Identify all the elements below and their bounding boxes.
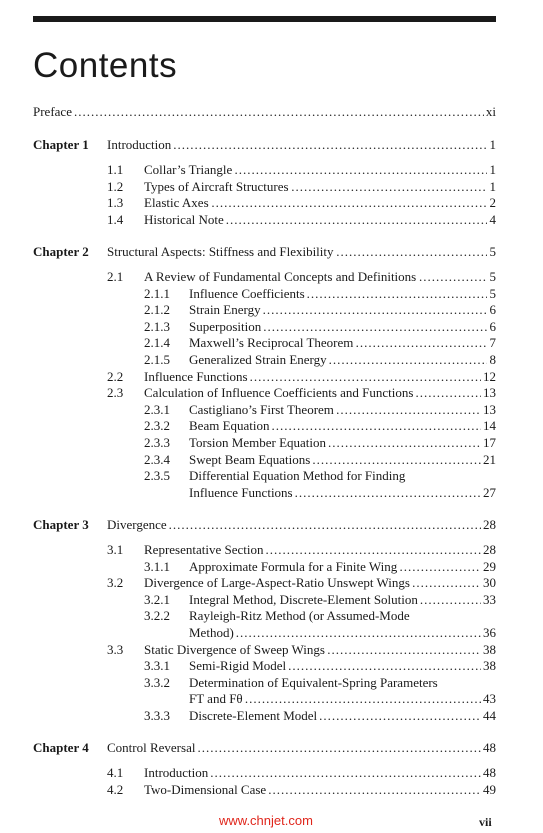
dot-leader <box>197 740 481 756</box>
dot-leader <box>295 485 481 501</box>
page-ref: 29 <box>483 558 496 574</box>
section-number: 3.2 <box>107 575 124 591</box>
dot-leader <box>419 269 488 285</box>
toc-entry-section <box>0 435 496 451</box>
toc-entry-section <box>0 286 496 302</box>
section-number: 3.3.2 <box>144 674 170 690</box>
dot-leader <box>329 352 488 368</box>
toc-entry-section <box>0 162 496 178</box>
page-ref: 30 <box>483 575 496 591</box>
section-title: Strain Energy <box>189 302 261 318</box>
section-title: Determination of Equivalent-Spring Parameters <box>189 674 438 690</box>
section-title-continued: Influence Functions <box>189 484 293 500</box>
chapter-label: Chapter 4 <box>33 740 89 755</box>
toc-entry-section <box>0 658 496 674</box>
toc-entry-section <box>0 212 496 228</box>
section-number: 1.3 <box>107 195 124 211</box>
section-number: 2.2 <box>107 368 124 384</box>
page-ref: 38 <box>483 641 496 657</box>
dot-leader <box>307 286 488 302</box>
section-number: 1.4 <box>107 211 124 227</box>
dot-leader <box>412 575 481 591</box>
toc-entry-section <box>0 608 496 624</box>
section-number: 3.3 <box>107 641 124 657</box>
section-title: Torsion Member Equation <box>189 435 327 450</box>
section-title: Integral Method, Discrete-Element Solution <box>189 591 418 607</box>
dot-leader <box>319 708 481 724</box>
section-number: 1.1 <box>107 162 124 177</box>
dot-leader <box>291 179 487 195</box>
section-title: Maxwell’s Reciprocal Theorem <box>189 335 354 351</box>
toc-entry-section <box>0 452 496 468</box>
dot-leader <box>327 642 481 658</box>
toc-entry-section <box>0 302 496 318</box>
page-ref: 43 <box>483 691 496 707</box>
toc-entry-section <box>0 468 496 484</box>
dot-leader <box>263 319 487 335</box>
toc-entry-section <box>0 642 496 658</box>
section-number: 2.3.1 <box>144 401 170 417</box>
toc-entry-section <box>0 592 496 608</box>
toc-entry-section-cont <box>0 691 496 707</box>
section-title: Representative Section <box>144 542 264 557</box>
section-title: Collar’s Triangle <box>144 162 233 177</box>
dot-leader <box>74 104 484 120</box>
toc-entry-chapter <box>0 517 496 533</box>
section-title: Elastic Axes <box>144 195 209 211</box>
dot-leader <box>234 162 487 178</box>
toc-entry-section <box>0 418 496 434</box>
toc-entry-section <box>0 369 496 385</box>
page-ref: 12 <box>483 368 496 384</box>
section-title: Calculation of Influence Coefficients and Functions <box>144 385 414 401</box>
dot-leader <box>328 435 481 451</box>
section-title: Historical Note <box>144 211 224 227</box>
dot-leader <box>236 625 481 641</box>
dot-leader <box>226 212 488 228</box>
dot-leader <box>210 765 481 781</box>
watermark-url: www.chnjet.com <box>219 813 313 828</box>
page-ref: 6 <box>489 318 496 334</box>
chapter-title: Introduction <box>107 137 172 152</box>
section-title: Divergence of Large-Aspect-Ratio Unswept Wings <box>144 575 410 591</box>
toc-entry-section <box>0 195 496 211</box>
section-title: Rayleigh-Ritz Method (or Assumed-Mode <box>189 608 410 624</box>
section-number: 3.2.1 <box>144 591 170 607</box>
top-rule <box>33 16 496 22</box>
dot-leader <box>400 559 481 575</box>
chapter-title: Control Reversal <box>107 740 196 755</box>
section-title: Influence Functions <box>144 368 248 384</box>
chapter-title: Structural Aspects: Stiffness and Flexibility <box>107 244 334 259</box>
dot-leader <box>312 452 481 468</box>
dot-leader <box>420 592 481 608</box>
toc-entry-section <box>0 542 496 558</box>
section-number: 4.1 <box>107 765 124 780</box>
toc-entry-section <box>0 335 496 351</box>
page-ref: 44 <box>483 708 496 723</box>
section-title: Discrete-Element Model <box>189 708 318 723</box>
dot-leader <box>356 335 488 351</box>
toc-entry-section <box>0 385 496 401</box>
dot-leader <box>268 782 481 798</box>
page-ref: 48 <box>483 765 496 780</box>
page-ref: 38 <box>483 658 496 674</box>
toc-entry-section <box>0 708 496 724</box>
section-title: Beam Equation <box>189 418 270 434</box>
page-ref: 27 <box>483 484 496 500</box>
section-title: Types of Aircraft Structures <box>144 178 289 194</box>
section-title: Generalized Strain Energy <box>189 352 327 367</box>
page-ref: 6 <box>489 302 496 318</box>
chapter-title: Divergence <box>107 517 167 532</box>
section-title: Differential Equation Method for Finding <box>189 468 406 484</box>
toc-entry-section <box>0 559 496 575</box>
page-ref: 28 <box>483 517 496 532</box>
chapter-label: Chapter 1 <box>33 137 89 152</box>
toc-entry-section <box>0 575 496 591</box>
section-number: 3.3.3 <box>144 708 170 723</box>
section-title-continued: Method) <box>189 625 234 640</box>
section-title: Superposition <box>189 318 262 334</box>
section-number: 2.3.4 <box>144 451 170 467</box>
toc-entry-chapter <box>0 244 496 260</box>
dot-leader <box>336 402 481 418</box>
dot-leader <box>288 658 481 674</box>
section-number: 3.1 <box>107 542 124 557</box>
section-title: Influence Coefficients <box>189 285 305 301</box>
toc-entry-chapter <box>0 137 496 153</box>
page-ref: 8 <box>489 352 496 367</box>
section-title: Two-Dimensional Case <box>144 781 267 797</box>
section-number: 3.2.2 <box>144 608 170 624</box>
page-title: Contents <box>33 46 178 85</box>
dot-leader <box>263 302 488 318</box>
dot-leader <box>415 385 481 401</box>
page-ref: 13 <box>483 385 496 401</box>
page-ref: 17 <box>483 435 496 450</box>
preface-label: Preface <box>33 104 72 119</box>
section-number: 4.2 <box>107 781 124 797</box>
section-title: A Review of Fundamental Concepts and Definitions <box>144 269 417 284</box>
section-number: 2.1.3 <box>144 318 170 334</box>
page-ref: 5 <box>489 285 496 301</box>
chapter-label: Chapter 3 <box>33 517 89 532</box>
toc-entry-section <box>0 269 496 285</box>
toc-entry-section <box>0 402 496 418</box>
toc-entry-section <box>0 782 496 798</box>
dot-leader <box>169 517 481 533</box>
page-ref: 13 <box>483 401 496 417</box>
section-number: 3.1.1 <box>144 558 170 574</box>
toc-entry-section-cont <box>0 625 496 641</box>
page-ref: 7 <box>489 335 496 351</box>
toc-entry-section <box>0 179 496 195</box>
toc-entry-section <box>0 675 496 691</box>
page-ref: 1 <box>489 162 496 177</box>
page-ref: 49 <box>483 781 496 797</box>
page-number: vii <box>479 815 492 829</box>
toc-entry-section <box>0 765 496 781</box>
section-title: Introduction <box>144 765 209 780</box>
toc-entry-section <box>0 319 496 335</box>
toc-entry-chapter <box>0 740 496 756</box>
page-ref: 36 <box>483 625 496 640</box>
section-number: 2.1 <box>107 269 124 284</box>
section-title: Swept Beam Equations <box>189 451 311 467</box>
section-number: 2.3.2 <box>144 418 170 434</box>
page-ref: 2 <box>489 195 496 211</box>
section-title: Semi-Rigid Model <box>189 658 287 674</box>
section-number: 2.3.5 <box>144 468 170 484</box>
page-ref: 48 <box>483 740 496 755</box>
toc-entry-preface <box>0 104 496 120</box>
toc-entry-section <box>0 352 496 368</box>
page-ref: xi <box>485 104 496 119</box>
dot-leader <box>173 137 487 153</box>
dot-leader <box>272 418 481 434</box>
page-ref: 14 <box>483 418 496 434</box>
section-number: 1.2 <box>107 178 124 194</box>
section-number: 2.1.1 <box>144 285 170 301</box>
section-number: 3.3.1 <box>144 658 170 674</box>
dot-leader <box>250 369 481 385</box>
section-number: 2.1.5 <box>144 352 170 367</box>
section-number: 2.1.2 <box>144 302 170 318</box>
section-number: 2.3.3 <box>144 435 170 450</box>
dot-leader <box>211 195 487 211</box>
dot-leader <box>245 691 481 707</box>
dot-leader <box>336 244 487 260</box>
page-ref: 5 <box>489 244 496 259</box>
toc-entry-section-cont <box>0 485 496 501</box>
page-ref: 4 <box>489 211 496 227</box>
section-title-continued: FT and Fθ <box>189 691 243 707</box>
section-title: Castigliano’s First Theorem <box>189 401 334 417</box>
page-ref: 28 <box>483 542 496 557</box>
page-ref: 1 <box>489 137 496 152</box>
page-ref: 1 <box>489 178 496 194</box>
dot-leader <box>265 542 481 558</box>
section-title: Static Divergence of Sweep Wings <box>144 641 325 657</box>
section-number: 2.1.4 <box>144 335 170 351</box>
chapter-label: Chapter 2 <box>33 244 89 259</box>
page-ref: 21 <box>483 451 496 467</box>
page-ref: 33 <box>483 591 496 607</box>
page-ref: 5 <box>489 269 496 284</box>
section-number: 2.3 <box>107 385 124 401</box>
section-title: Approximate Formula for a Finite Wing <box>189 558 398 574</box>
